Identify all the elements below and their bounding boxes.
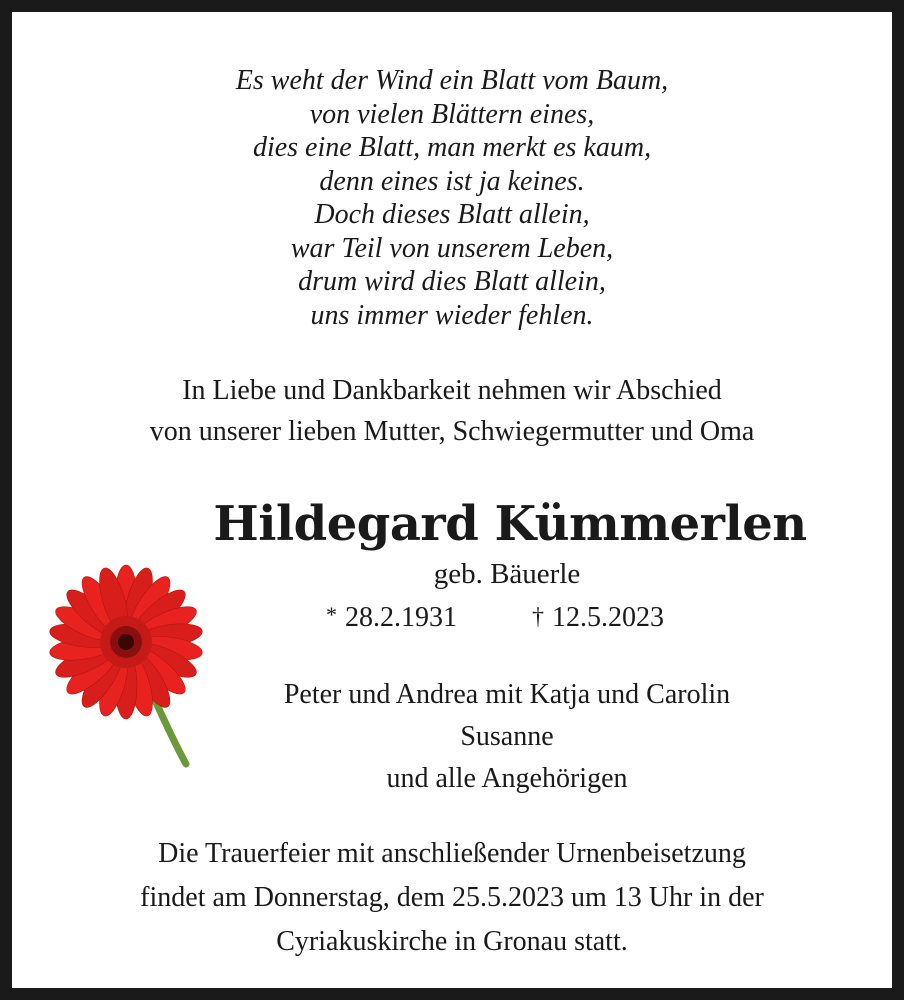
funeral-service-info [12, 832, 892, 964]
service-line: Cyriakuskirche in Gronau statt. [276, 926, 628, 957]
birth-star-icon: * [326, 602, 337, 627]
farewell-intro [12, 370, 892, 452]
maiden-name: geb. Bäuerle [433, 558, 581, 590]
death-date: 12.5.2023 [552, 602, 664, 633]
deceased-name: Hildegard Kümmerlen [213, 496, 807, 552]
birth-date: 28.2.1931 [345, 602, 457, 633]
intro-line: von unserer lieben Mutter, Schwiegermutter und Oma [149, 416, 755, 447]
poem-line: denn eines ist ja keines. [319, 165, 585, 197]
mourner-line: und alle Angehörigen [386, 763, 628, 794]
poem-line: von vielen Blättern eines, [309, 98, 595, 130]
mourner-line: Susanne [460, 721, 554, 752]
poem-line: Es weht der Wind ein Blatt vom Baum, [235, 65, 669, 96]
intro-line: In Liebe und Dankbarkeit nehmen wir Abschied [182, 375, 722, 406]
death-cross-icon: † [532, 604, 544, 630]
birth-date-group [326, 600, 457, 637]
service-line: findet am Donnerstag, dem 25.5.2023 um 13 Uhr in der [140, 882, 764, 913]
poem [12, 64, 892, 332]
poem-line: Doch dieses Blatt allein, [314, 199, 590, 230]
poem-line: drum wird dies Blatt allein, [298, 266, 606, 297]
poem-line: uns immer wieder fehlen. [310, 299, 594, 331]
service-line: Die Trauerfeier mit anschließender Urnenbeisetzung [158, 838, 746, 869]
poem-line: war Teil von unserem Leben, [290, 232, 614, 264]
mourners [202, 674, 812, 800]
death-date-group [532, 600, 664, 637]
gerbera-flower-icon [42, 560, 222, 770]
poem-line: dies eine Blatt, man merkt es kaum, [252, 132, 652, 163]
mourner-line: Peter und Andrea mit Katja und Carolin [283, 679, 731, 710]
